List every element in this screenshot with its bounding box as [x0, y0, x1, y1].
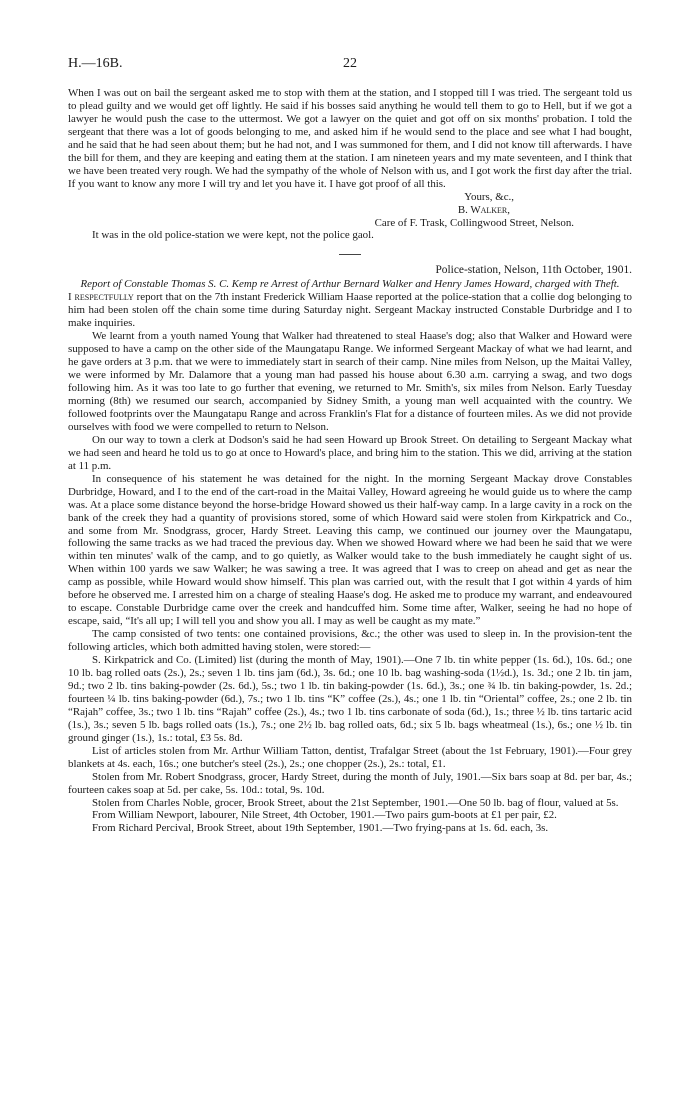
page-body: [68, 87, 632, 835]
letter-postscript: It was in the old police-station we were kept, not the police gaol.: [92, 229, 374, 242]
report-reference: H.—16B.: [68, 56, 123, 71]
report-paragraph-5: The camp consisted of two tents: one contained provisions, &c.; the other was used to sleep in. In the provision-tent the following articles, which both admitted having stolen, were stored:—: [68, 628, 632, 654]
report-station-date: Police-station, Nelson, 11th October, 1901.: [435, 264, 632, 277]
noble-list: Stolen from Charles Noble, grocer, Brook Street, about the 21st September, 1901.—One 50 lb. bag of flour, valued at 5s.: [92, 796, 619, 809]
percival-list: From Richard Percival, Brook Street, about 19th September, 1901.—Two frying-pans at 1s. 6d. each, 3s.: [92, 822, 549, 835]
page-header: [68, 58, 632, 76]
kirkpatrick-list: S. Kirkpatrick and Co. (Limited) list (during the month of May, 1901).—One 7 lb. tin white pepper (1s. 6d.), 10s. 6d.; one 10 lb. bag rolled oats (2s.), 2s.; seven 1 lb. tins jam (6d.), 3s. 6d.; one 10 lb. bag washing-soda (1½d.), 1s. 3d.; one 2 lb. tin jam, 9d.; two 2 lb. tins baking-powder (2s. 6d.), 5s.; two 1 lb. tin baking-powder (1s. 6d.), 3s.; one ¾ lb. tin baking-powder, 1s. 2d.; fourteen ¼ lb. tins baking-powder (6d.), 7s.; two 1 lb. tins “K” coffee (2s.), 4s.; one 1 lb. tin “Oriental” coffee, 2s.; one 2 lb. tin “Rajah” coffee, 3s.; two 1 lb. tins “Rajah” coffee (2s.), 4s.; two 1 lb. tins carbonate of soda (6d.), 1s.; three ½ lb. tins tartaric acid (1s.), 3s.; seven 5 lb. bags rolled oats (1s.), 7s.; one 2½ lb. bag rolled oats, 6d.; six 5 lb. bags wheatmeal (1s.), 6s.; one ½ lb. tin ground ginger (1s.), 1s.: total, £3 5s. 8d.: [68, 654, 632, 744]
snodgrass-list: Stolen from Mr. Robert Snodgrass, grocer, Hardy Street, during the month of July, 1901.—Six bars soap at 8d. per bar, 4s.; fourteen cakes soap at 5d. per cake, 5s. 10d.: total, 9s. 10d.: [68, 770, 632, 796]
report-paragraph-4: In consequence of his statement he was detained for the night. In the morning Sergeant Mackay drove Constables Durbridge, Howard, and I to the end of the cart-road in the Maitai Valley, Howard agreeing he would guide us to where the camp was. At a place some distance beyond the horse-bridge Howard showed us their half-way camp. In a large cavity in a rock on the bank of the creek they had a quantity of provisions stored, some of which Howard said were stolen from Kirkpatrick and Co., and some from Mr. Snodgrass, grocer, Hardy Street. Leaving this camp, we continued our journey over the Maungatapu, following the same tracks as we had traced the previous day. When we showed Howard where we had been he said that we were within ten minutes' walk of the camp, and to go quietly, as Walker would take to the bush immediately he caught sight of us. When within 100 yards we saw Walker; he was sawing a tree. It was agreed that I was to creep on ahead and get as near the camp as possible, while Howard would show himself. This plan was carried out, with the result that I got within 4 yards of him before he observed me. I arrested him on a charge of stealing Haase's dog. He asked me to produce my warrant, and endeavoured to escape. Constable Durbridge came over the creek and handcuffed him. Some time after, Walker, seeing he had no hope of escape, said, “It's all up; I will tell you and show you all. I may as well be caught as my mate.”: [68, 472, 632, 628]
newport-list: From William Newport, labourer, Nile Street, 4th October, 1901.—Two pairs gum-boots at £1 per pair, £2.: [92, 809, 557, 822]
page-number: 22: [343, 56, 357, 71]
letter-paragraph: When I was out on bail the sergeant asked me to stop with them at the station, and I stopped till I was tried. The sergeant told us to plead guilty and we would get off lightly. He said if his bosses said anything he would tell them to go to Hell, but if we got a lawyer he would push the case to the uttermost. We got a lawyer on the quiet and got off on six months' probation. I told the sergeant that there was a lot of goods belonging to me, and asked him if he would send to the place and see what I had bought, and he said that he had seen about them; but he had not, and I was summoned for them, and I did not know till afterwards. I have the bill for them, and they are keeping and eating them at the station. I am nineteen years and my mate seventeen, and I think that we have been treated very rough. We had the sympathy of the whole of Nelson with us, and I got work the first day after the trial. If you want to know any more I will try and let you have it. I have got proof of all this.: [68, 87, 632, 190]
report-paragraph-2: We learnt from a youth named Young that Walker had threatened to steal Haase's dog; also that Walker and Howard were supposed to have a camp on the other side of the Maungatapu Range. We informed Sergeant Mackay of what we had learnt, and he gave orders at 3 p.m. that we were to immediately start in search of their camp. Nine miles from Nelson, up the Maitai Valley, we were informed by Mr. Dalamore that a young man had passed his house about 6.30 a.m. carrying a swag, and two dogs following him. As it was too late to go further that evening, we returned to Mr. Smith's, six miles from Nelson. Early Tuesday morning (8th) we resumed our search, accompanied by Sidney Smith, a young man well acquainted with the country. We followed footprints over the Maungatapu Range and across Franklin's Flat for a distance of fourteen miles. As we did not provide ourselves with food we were compelled to return to Nelson.: [68, 330, 632, 433]
opening-word: I respectfully: [68, 291, 134, 304]
letter-signature: B. Walker,: [457, 203, 510, 216]
tatton-list: List of articles stolen from Mr. Arthur William Tatton, dentist, Trafalgar Street (about the 1st February, 1901).—Four grey blankets at 4s. each, 16s.; one butcher's steel (2s.), 2s.; one chopper (2s.), 2s.: total, £1.: [68, 744, 632, 770]
report-title: Report of Constable Thomas S. C. Kemp re Arrest of Arthur Bernard Walker and Henry James Howard, charged with Theft.: [80, 278, 620, 291]
section-divider: [339, 254, 361, 255]
report-paragraph-1: [68, 291, 632, 330]
report-paragraph-1-text: report that on the 7th instant Frederick William Haase reported at the police-station that a collie dog belonging to him had been stolen off the chain some time during Saturday night. Sergeant Mackay instructed Constable Durbridge and I to make inquiries.: [68, 291, 633, 330]
letter-address: Care of F. Trask, Collingwood Street, Nelson.: [374, 216, 574, 229]
report-paragraph-3: On our way to town a clerk at Dodson's said he had seen Howard up Brook Street. On detailing to Sergeant Mackay what we had seen and heard he told us to go at once to Howard's place, and bring him to the station. This we did, arriving at the station at 11 p.m.: [68, 433, 632, 472]
letter-closing: Yours, &c.,: [464, 190, 514, 203]
